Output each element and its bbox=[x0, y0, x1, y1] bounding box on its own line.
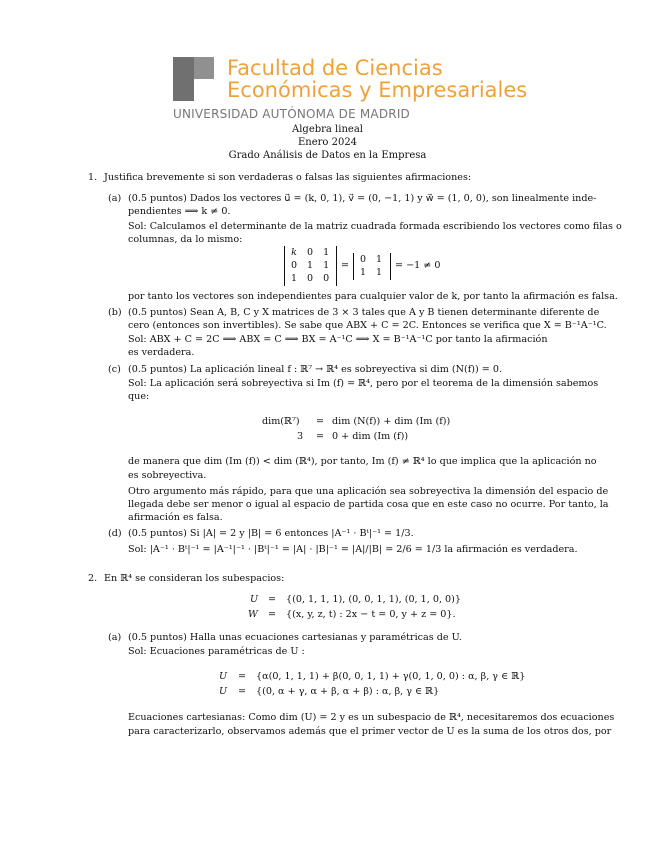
exam-date: Enero 2024 bbox=[297, 137, 358, 148]
q2-W-mid: = bbox=[268, 609, 277, 620]
q2-U-left: U bbox=[250, 594, 259, 605]
det3-cell: 0 bbox=[307, 247, 314, 258]
q2a-line2: Sol: Ecuaciones paramétricas de U : bbox=[128, 646, 305, 657]
faculty-name-line2: Económicas y Empresariales bbox=[227, 78, 528, 102]
q1c-line7: llegada debe ser menor o igual al espacio de partida cosa que en este caso no ocurre. Por tanto, la bbox=[128, 499, 609, 510]
q1c-eq1-right: dim (N(f)) + dim (Im (f)) bbox=[332, 416, 451, 427]
det3-cell: 0 bbox=[323, 273, 330, 284]
det3-cell: 0 bbox=[307, 273, 314, 284]
q1c-eq2-right: 0 + dim (Im (f)) bbox=[332, 431, 409, 442]
q2a-p1-mid: = bbox=[238, 671, 247, 682]
q1c-line2: Sol: La aplicación será sobreyectiva si Im (f) = ℝ⁴, pero por el teorema de la dimensión sabemos bbox=[128, 378, 599, 389]
q1a-sol-line1: Sol: Calculamos el determinante de la matriz cuadrada formada escribiendo los vectores como filas o bbox=[128, 221, 622, 232]
q1c-eq2-left: 3 bbox=[297, 431, 304, 442]
det2-cell: 1 bbox=[376, 267, 383, 278]
q2a-p2-left: U bbox=[219, 686, 228, 697]
q2a-p1-right: {α(0, 1, 1, 1) + β(0, 0, 1, 1) + γ(0, 1, 0, 0) : α, β, γ ∈ ℝ} bbox=[256, 671, 526, 682]
q1-statement: Justifica brevemente si son verdaderas o falsas las siguientes afirmaciones: bbox=[104, 172, 472, 183]
q2a-line3: Ecuaciones cartesianas: Como dim (U) = 2 y es un subespacio de ℝ⁴, necesitaremos dos ecuaciones bbox=[128, 712, 615, 723]
q2-number: 2. bbox=[88, 573, 98, 584]
det-equals-sign: = bbox=[341, 260, 350, 271]
q1c-line4: de manera que dim (Im (f)) < dim (ℝ⁴), por tanto, Im (f) ≠ ℝ⁴ lo que implica que la aplicación no bbox=[128, 456, 597, 467]
q1c-eq1-mid: = bbox=[316, 416, 325, 427]
q2a-line1: (0.5 puntos) Halla unas ecuaciones cartesianas y paramétricas de U. bbox=[128, 632, 462, 643]
q2a-p1-left: U bbox=[219, 671, 228, 682]
q1b-line3: Sol: ABX + C = 2C ⟹ ABX = C ⟹ BX = A⁻¹C ⟹ X = B⁻¹A⁻¹C por tanto la afirmación bbox=[128, 334, 548, 345]
det3-cell: 1 bbox=[323, 260, 330, 271]
det3-cell: k bbox=[291, 247, 297, 258]
degree-name: Grado Análisis de Datos en la Empresa bbox=[228, 150, 427, 161]
university-name: UNIVERSIDAD AUTÓNOMA DE MADRID bbox=[173, 107, 410, 121]
q1d-line2: Sol: |A⁻¹ · Bᵗ|⁻¹ = |A⁻¹|⁻¹ · |Bᵗ|⁻¹ = |A| · |B|⁻¹ = |A|/|B| = 2/6 = 1/3 la afirmación es verdadera. bbox=[128, 544, 578, 555]
q2-W-right: {(x, y, z, t) : 2x − t = 0, y + z = 0}. bbox=[286, 609, 456, 620]
q1b-line1: (0.5 puntos) Sean A, B, C y X matrices de 3 × 3 tales que A y B tienen determinante diferente de bbox=[128, 307, 600, 318]
q1b-line2: cero (entonces son invertibles). Se sabe que ABX + C = 2C. Entonces se verifica que X = B⁻¹A⁻¹C. bbox=[128, 320, 607, 331]
q2a-label: (a) bbox=[108, 632, 122, 643]
q2-statement: En ℝ⁴ se consideran los subespacios: bbox=[104, 573, 285, 584]
faculty-name-line1: Facultad de Ciencias bbox=[227, 56, 443, 80]
q1b-label: (b) bbox=[108, 307, 122, 318]
det2-cell: 0 bbox=[360, 254, 367, 265]
q1c-label: (c) bbox=[108, 364, 121, 375]
q1a-text-line2: pendientes ⟹ k ≠ 0. bbox=[128, 206, 231, 217]
q2-U-mid: = bbox=[268, 594, 277, 605]
det2-cell: 1 bbox=[376, 254, 383, 265]
q2a-p2-right: {(0, α + γ, α + β, α + β) : α, β, γ ∈ ℝ} bbox=[256, 686, 440, 697]
det3-cell: 1 bbox=[307, 260, 314, 271]
q1c-eq2-mid: = bbox=[316, 431, 325, 442]
q1a-conclusion: por tanto los vectores son independientes para cualquier valor de k, por tanto la afirmación es falsa. bbox=[128, 291, 618, 302]
q2-W-left: W bbox=[248, 609, 258, 620]
det3-cell: 1 bbox=[323, 247, 330, 258]
q2a-line4: para caracterizarlo, observamos además que el primer vector de U es la suma de los otros dos, por bbox=[128, 726, 612, 737]
det-result: = −1 ≠ 0 bbox=[395, 260, 441, 271]
q1c-line5: es sobreyectiva. bbox=[128, 470, 207, 481]
det2-cell: 1 bbox=[360, 267, 367, 278]
q1a-text-line1: (0.5 puntos) Dados los vectores u⃗ = (k, 0, 1), v⃗ = (0, −1, 1) y w⃗ = (1, 0, 0), son linealmente inde- bbox=[128, 193, 597, 204]
q1d-line1: (0.5 puntos) Si |A| = 2 y |B| = 6 entonces |A⁻¹ · Bᵗ|⁻¹ = 1/3. bbox=[128, 528, 414, 539]
q1a-label: (a) bbox=[108, 193, 122, 204]
det3-cell: 0 bbox=[291, 260, 298, 271]
q2a-p2-mid: = bbox=[238, 686, 247, 697]
q2-U-right: {(0, 1, 1, 1), (0, 0, 1, 1), (0, 1, 0, 0)} bbox=[286, 594, 462, 605]
determinant-2x2 bbox=[355, 253, 387, 279]
subject-title: Algebra lineal bbox=[292, 124, 363, 135]
q1-number: 1. bbox=[88, 172, 98, 183]
q1c-line8: afirmación es falsa. bbox=[128, 512, 223, 523]
q1c-line1: (0.5 puntos) La aplicación lineal f : ℝ⁷ → ℝ⁴ es sobreyectiva si dim (N(f)) = 0. bbox=[128, 364, 503, 375]
q1d-label: (d) bbox=[108, 528, 122, 539]
q1c-line3: que: bbox=[128, 391, 150, 402]
q1a-sol-line2: columnas, da lo mismo: bbox=[128, 234, 243, 245]
q1c-line6: Otro argumento más rápido, para que una aplicación sea sobreyectiva la dimensión del espacio de bbox=[128, 486, 609, 497]
q1b-line4: es verdadera. bbox=[128, 347, 195, 358]
faculty-logo-mark bbox=[173, 57, 214, 101]
det3-cell: 1 bbox=[291, 273, 298, 284]
q1c-eq1-left: dim(ℝ⁷) bbox=[262, 416, 300, 427]
determinant-3x3 bbox=[286, 246, 334, 285]
